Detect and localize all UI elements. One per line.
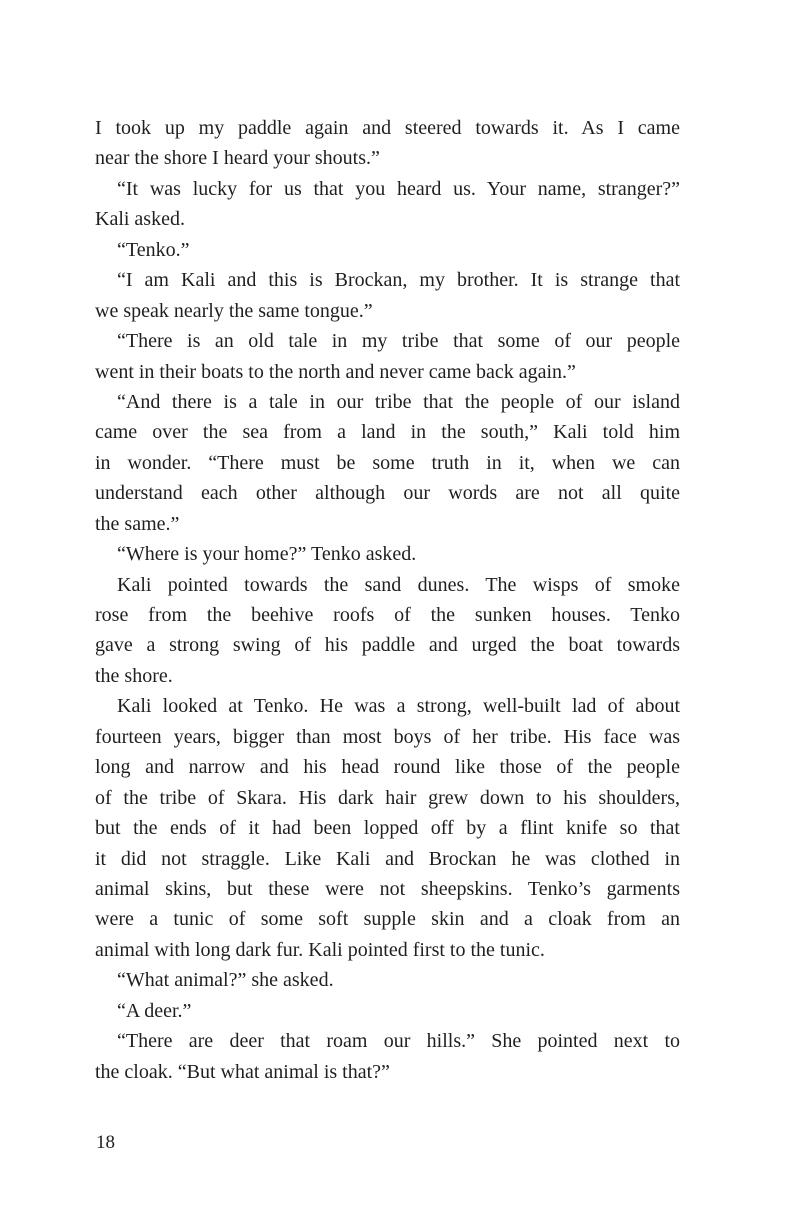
paragraph xyxy=(95,174,680,235)
text-line: went in their boats to the north and never came back again.” xyxy=(95,360,576,383)
text-line: gave a strong swing of his paddle and urged the boat towards xyxy=(95,634,680,657)
paragraph xyxy=(95,387,680,539)
paragraph xyxy=(95,326,680,387)
paragraph xyxy=(95,539,680,569)
text-line: “And there is a tale in our tribe that the people of our island xyxy=(117,390,680,413)
text-line: the shore. xyxy=(95,664,173,687)
text-line: “A deer.” xyxy=(117,999,192,1022)
text-line: long and narrow and his head round like those of the people xyxy=(95,756,680,779)
paragraph xyxy=(95,113,680,174)
paragraph xyxy=(95,996,680,1026)
text-line: in wonder. “There must be some truth in it, when we can xyxy=(95,451,680,474)
text-line: “What animal?” she asked. xyxy=(117,969,334,992)
paragraph xyxy=(95,265,680,326)
paragraph xyxy=(95,965,680,995)
text-line: “There are deer that roam our hills.” She pointed next to xyxy=(117,1030,680,1053)
paragraph xyxy=(95,570,680,692)
text-line: animal with long dark fur. Kali pointed first to the tunic. xyxy=(95,938,545,961)
text-line: “It was lucky for us that you heard us. Your name, stranger?” xyxy=(117,177,680,200)
text-line: near the shore I heard your shouts.” xyxy=(95,147,380,170)
paragraph xyxy=(95,235,680,265)
text-line: “There is an old tale in my tribe that some of our people xyxy=(117,330,680,353)
text-line: but the ends of it had been lopped off by a flint knife so that xyxy=(95,817,680,840)
text-line: Kali looked at Tenko. He was a strong, well-built lad of about xyxy=(117,695,680,718)
text-line: it did not straggle. Like Kali and Brockan he was clothed in xyxy=(95,847,680,870)
text-line: I took up my paddle again and steered towards it. As I came xyxy=(95,117,680,139)
text-line: were a tunic of some soft supple skin and a cloak from an xyxy=(95,908,680,931)
paragraph xyxy=(95,691,680,965)
body-text xyxy=(95,113,680,1087)
text-line: animal skins, but these were not sheepskins. Tenko’s garments xyxy=(95,877,680,900)
text-line: of the tribe of Skara. His dark hair grew down to his shoulders, xyxy=(95,786,680,809)
text-line: the same.” xyxy=(95,512,180,535)
text-line: fourteen years, bigger than most boys of her tribe. His face was xyxy=(95,725,680,748)
text-line: the cloak. “But what animal is that?” xyxy=(95,1060,390,1083)
paragraph xyxy=(95,1026,680,1087)
text-line: Kali pointed towards the sand dunes. The wisps of smoke xyxy=(117,573,680,596)
text-line: Kali asked. xyxy=(95,208,185,231)
text-line: came over the sea from a land in the south,” Kali told him xyxy=(95,421,680,444)
text-line: “I am Kali and this is Brockan, my brother. It is strange that xyxy=(117,269,680,292)
text-line: “Where is your home?” Tenko asked. xyxy=(117,543,417,566)
text-line: rose from the beehive roofs of the sunken houses. Tenko xyxy=(95,604,680,626)
text-line: understand each other although our words are not all quite xyxy=(95,482,680,505)
page-number: 18 xyxy=(96,1132,115,1153)
text-line: we speak nearly the same tongue.” xyxy=(95,299,373,322)
text-line: “Tenko.” xyxy=(117,238,190,261)
